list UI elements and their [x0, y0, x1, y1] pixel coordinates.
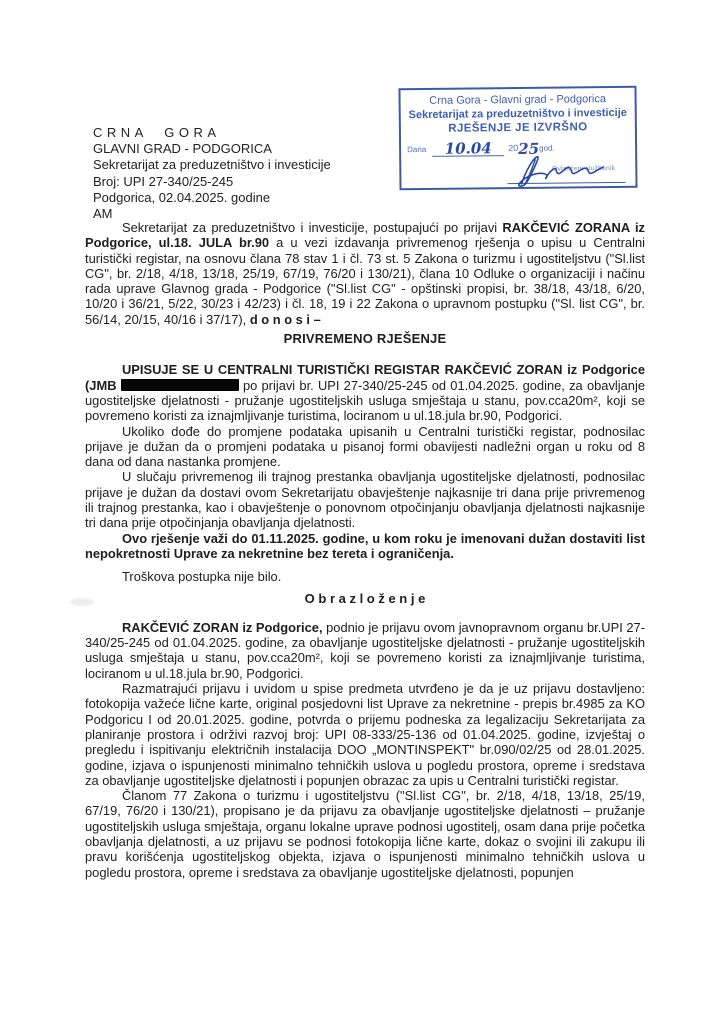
letterhead-place-date: Podgorica, 02.04.2025. godine	[93, 189, 271, 205]
letterhead-department: Sekretarijat za preduzetništvo i investicije	[93, 157, 331, 173]
intro-post: a u vezi izdavanja privremenog rješenja o upisu u Centralni turistički registar, na osnovu člana 78 stav 1 i čl. 73 st. 5 Zakona o turizmu i ugostiteljstvu ("Sl.list CG", br. 2/18, 4/18, 13/18, 25/19, 67/19, 76/20 i 130/21), člana 10 Odluke o organizaciji i načinu rada uprave Glavnog grada - Podgorice ("Sl.list CG" - opštinski propisi, br. 38/18, 43/18, 6/20, 10/20 i 36/21, 5/22, 30/23 i 42/23) i čl. 18, 19 i 22 Zakona o upravnom postupku ("Sl. list CG", br. 56/14, 20/15, 40/16 i 37/17),	[85, 235, 645, 327]
executed-stamp	[398, 86, 637, 190]
operative-paragraph-3: U slučaju privremenog ili trajnog prestanka obavljanja ugostiteljske djelatnosti, podnosilac prijave je dužan da dostavi ovom Sekretarijatu obavještenje najkasnije tri dana prije privremenog ili trajnog prestanka, kao i obavještenje o ponovnom otpočinjanju obavljanja djelatnosti najkasnije tri dana prije otpočinjanja obavljanja djelatnosti.	[85, 469, 645, 531]
document-body	[85, 220, 645, 880]
intro-paragraph	[85, 220, 645, 327]
operative-entry-rest: po prijavi br. UPI 27-340/25-245 od 01.04.2025. godine, za obavljanje ugostiteljske djelatnosti - pružanje ugostiteljskih usluga smještaja u stanu, pov.cca20m², koji se povremeno koristi za iznajmljivanje turistima, lociranom u ul.18.jula br.90, Podgorici.	[85, 377, 645, 424]
stamp-signer-label: Ovlašćeni službenik	[552, 164, 616, 173]
stamp-date-label: Dana	[407, 144, 427, 155]
reasoning-p1-rest: podnio je prijavu ovom javnopravnom organu br.UPI 27-340/25-245 od 01.04.2025. godine, za obavljanje ugostiteljske djelatnosti - pružanje ugostiteljskih usluga smještaja u stanu, pov.cca20m², koji se povremeno koristi za iznajmljivanje turistima, lociranom u ul.18.jula br.90, Podgorici.	[85, 619, 645, 681]
reasoning-applicant: RAKČEVIĆ ZORAN iz Podgorice,	[122, 619, 323, 635]
reasoning-paragraph-1	[85, 620, 645, 681]
stamp-signature-area	[407, 152, 629, 188]
intro-pre: Sekretarijat za preduzetništvo i investicije, postupajući po prijavi	[122, 220, 503, 235]
letterhead-country: CRNA GORA	[93, 125, 221, 140]
stamp-authority-line: Crna Gora - Glavni grad - Podgorica	[429, 93, 607, 107]
letterhead	[93, 125, 331, 222]
costs-statement: Troškova postupka nije bilo.	[122, 569, 282, 585]
signature-icon	[499, 152, 619, 187]
operative-paragraph-validity: Ovo rješenje važi do 01.11.2025. godine, u kom roku je imenovani dužan dostaviti list nepokretnosti Uprave za nekretnine bez tereta i ograničenja.	[85, 530, 645, 561]
stamp-department-line: Sekretarijat za preduzetništvo i investicije	[408, 106, 627, 121]
stamp-year-prefix: 20	[508, 142, 519, 154]
stamp-year-handwritten: 25	[518, 139, 540, 158]
reasoning-heading: O b r a z l o ž e n j e	[304, 590, 426, 606]
operative-paragraph-2: Ukoliko dođe do promjene podataka upisanih u Centralni turistički registar, podnosilac prijave je dužan da o promjeni podataka u pisanoj formi obavijesti nadležni organ u roku od 8 dana od dana nastanka promjene.	[85, 423, 645, 470]
stamp-executed-line: RJEŠENJE JE IZVRŠNO	[448, 121, 588, 135]
stamp-date-handwritten: 10.04	[432, 141, 504, 157]
letterhead-city: GLAVNI GRAD - PODGORICA	[93, 141, 272, 157]
reasoning-paragraph-3: Članom 77 Zakona o turizmu i ugostiteljstvu ("Sl.list CG", br. 2/18, 4/18, 13/18, 25/19, 67/19, 76/20 i 130/21), propisano je da prijavu za obavljanje ugostiteljske djelatnosti – pružanje ugostiteljskih usluga smještaja, organu lokalne uprave podnosi ugostitelj, osam dana prije početka obavljanja djelatnosti, a uz prijavu se podnosi fotokopija lične karte, dokaz o svojini ili zakupu ili pravu korišćenja ugostiteljskog objekta, izjava o ispunjenosti minimalno tehničkih uslova u pogledu prostora, opreme i sredstava za obavljanje ugostiteljske djelatnosti, popunjen	[85, 788, 645, 880]
letterhead-case-number: Broj: UPI 27-340/25-245	[93, 173, 234, 189]
intro-applicant: RAKČEVIĆ ZORANA iz Podgorice, ul.18. JULA br.90	[85, 220, 645, 251]
operative-paragraph-1	[85, 362, 645, 423]
scan-smudge	[70, 598, 94, 606]
decision-title: PRIVREMENO RJEŠENJE	[283, 331, 447, 347]
letterhead-initials: AM	[93, 206, 113, 222]
intro-donosi: d o n o s i –	[249, 311, 321, 327]
jmb-redaction-bar	[121, 379, 239, 391]
reasoning-paragraph-2: Razmatrajući prijavu i uvidom u spise predmeta utvrđeno je da je uz prijavu dostavljeno: fotokopija važeće lične karte, original posjedovni list Uprave za nekretnine - prepis br.4985 za KO Podgoricu I od 20.01.2025. godine, potvrda o prijemu podneska za legalizaciju Sekretarijata za planiranje prostora i održivi razvoj broj: UPI 08-333/25-136 od 01.04.2025. godine, izvještaj o pregledu i ispitivanju električnih instalacija DOO „MONTINSPEKT" br.090/02/25 od 28.01.2025. godine, izjava o ispunjenosti minimalno tehničkih uslova u pogledu prostora, opreme i sredstava za obavljanje ugostiteljske djelatnosti i popunjen obrazac za upis u Centralni turistički registar.	[85, 681, 645, 788]
stamp-year-suffix: god.	[539, 143, 555, 153]
operative-entry-bold: UPISUJE SE U CENTRALNI TURISTIČKI REGISTAR RAKČEVIĆ ZORAN iz Podgorice (JMB	[85, 362, 645, 393]
